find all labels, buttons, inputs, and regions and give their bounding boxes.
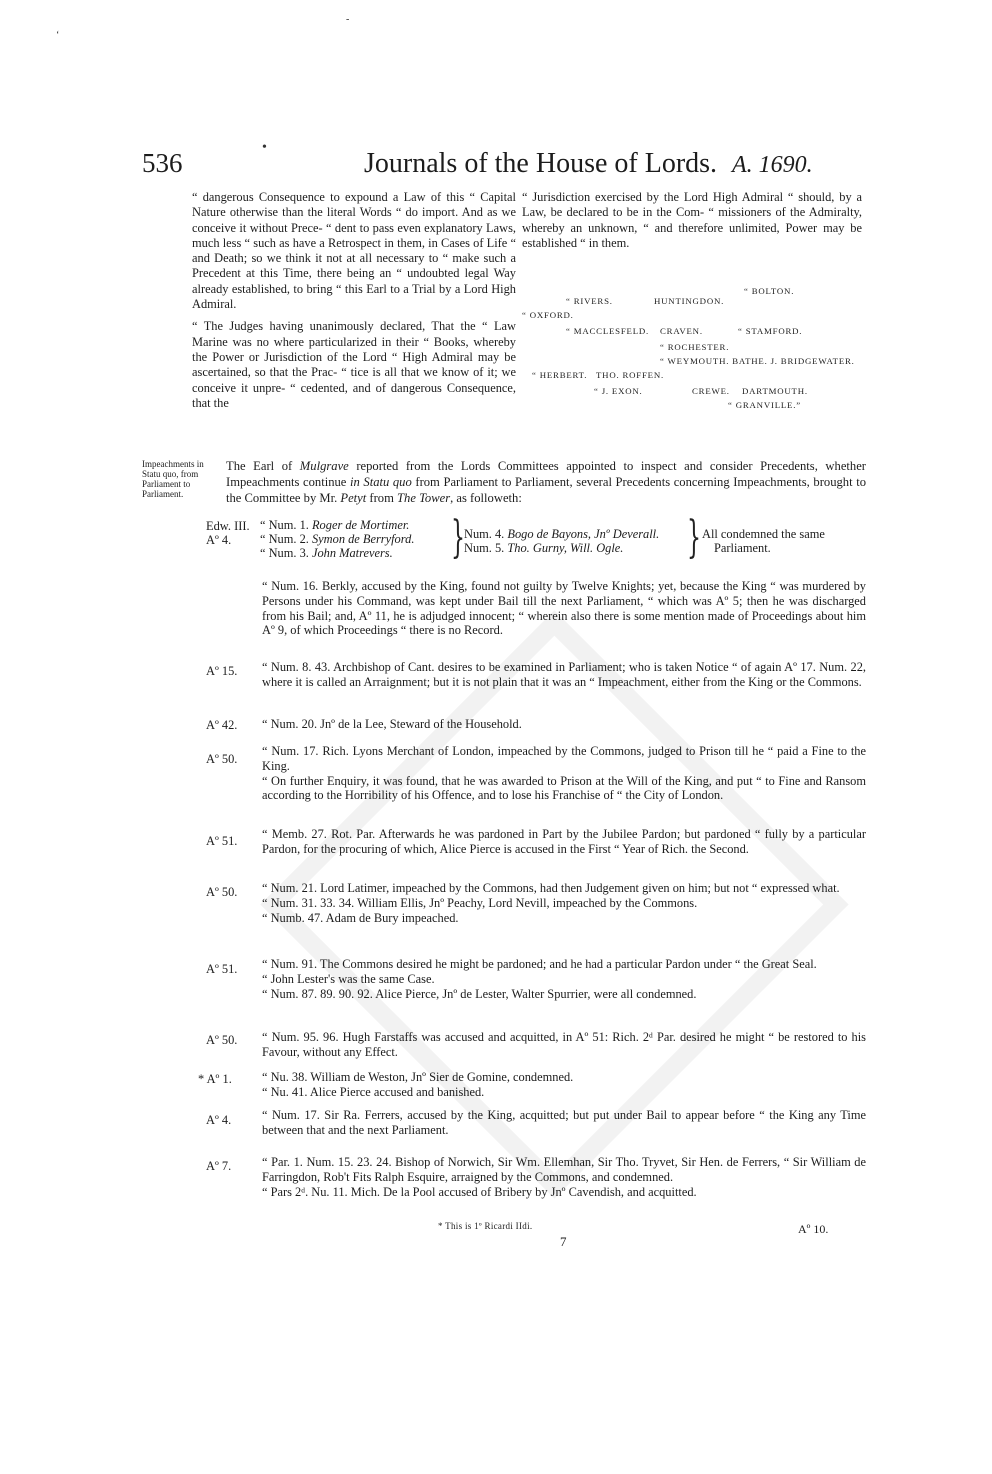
reign-label xyxy=(206,519,250,547)
precedent-name: Tho. Gurny, Will. Ogle. xyxy=(507,541,624,555)
signer: “ RIVERS. xyxy=(566,296,613,306)
precedent-entry xyxy=(262,957,866,1001)
intro-text: , as followeth: xyxy=(450,491,522,505)
precedent-name: Roger de Mortimer. xyxy=(311,518,410,532)
entry-text: “ John Lester's was the same Case. xyxy=(262,971,435,986)
intro-text: from xyxy=(366,491,398,505)
margin-mark: ‘ xyxy=(56,30,60,41)
signer: HUNTINGDON. xyxy=(654,296,725,306)
precedent-number: “ Num. 3. xyxy=(260,545,309,560)
outcome-line: Parliament. xyxy=(714,541,771,555)
intro-text: from Parliament to Parliament, several Precedents concerning Impeachments, brought to the Committee by Mr. xyxy=(226,475,866,505)
journal-title: Journals of the House of Lords. xyxy=(364,148,718,179)
signer: “ J. EXON. xyxy=(594,386,643,396)
paragraph: “ dangerous Consequence to expound a Law of this “ Capital Nature otherwise than the literal Words “ do import. And as we conceive it without Prece- “ dent to pass even explanatory Laws, much less “ such as have a Retrospect in them, in Cases of Life “ and Death; so we think it not at all necessary to “ make such a Precedent at this Time, there being an “ undoubted legal Way already established, to bring “ this Earl to a Trial by a Lord High Admiral. xyxy=(192,190,516,312)
page-header xyxy=(142,148,862,188)
precedent-name: Symon de Berryford. xyxy=(311,531,415,546)
intro-text: reported from the Lords Committees appointed to inspect and consider Precedents, whether Impeachments continue xyxy=(226,459,866,489)
signer: “ WEYMOUTH. BATHE. J. BRIDGEWATER. xyxy=(660,356,855,366)
entry-year: * Aº 1. xyxy=(198,1072,232,1086)
signer: “ HERBERT. xyxy=(532,370,588,380)
intro-text: The Earl of xyxy=(226,459,300,473)
precedent-entry xyxy=(262,744,866,803)
entry-year: Aº 4. xyxy=(206,1113,232,1127)
precedent-entry xyxy=(262,579,866,638)
precedent-entry xyxy=(262,881,866,925)
entry-text: “ Num. 31. 33. 34. William Ellis, Jnº Peachy, Lord Nevill, impeached by the Commons. xyxy=(262,895,698,910)
entry-year: Aº 51. xyxy=(206,962,238,976)
precedent-number: Num. 4. xyxy=(464,527,505,541)
paragraph: “ The Judges having unanimously declared, That the “ Law Marine was no where particularized in their “ Books, whereby the Power or Jurisdiction of the Lord “ High Admiral may be ascertained, so that the Prac- “ tice is all that we know of it; we conceive it unpre- “ cedented, and of dangerous Consequence, that the xyxy=(192,319,516,410)
entry-text: “ Num. 16. Berkly, accused by the King, found not guilty by Twelve Knights; yet, because the King “ was murdered by Persons under his Command, was kept under Bail till the next Parliament, “ which was Aº 5; then he was discharged from his Bail; and, Aº 11, he is adjudged innocent; “ wherein also there is some mention made of Proceedings about him Aº 9, of which Proceedings “ there is no Record. xyxy=(262,579,866,638)
outcome-line: All condemned the same xyxy=(702,527,825,541)
page-number: 536 xyxy=(142,148,183,178)
entry-year: Aº 42. xyxy=(206,718,238,732)
entry-text: “ Nu. 38. William de Weston, Jnº Sier de Gomine, condemned. xyxy=(262,1070,574,1084)
signatories xyxy=(522,282,872,412)
intro-name: The Tower xyxy=(397,491,451,505)
precedent-entry xyxy=(262,827,866,857)
margin-mark: - xyxy=(346,14,350,25)
signer: “ GRANVILLE.” xyxy=(728,400,801,410)
entry-text: “ Pars 2ᵈ. Nu. 11. Mich. De la Pool accused of Bribery by Jnº Cavendish, and acquitted. xyxy=(262,1184,697,1199)
precedent-entry xyxy=(262,717,866,732)
signer: CREWE. xyxy=(692,386,730,396)
precedent-name: John Matrevers. xyxy=(311,545,393,560)
entry-year: Aº 50. xyxy=(206,752,238,766)
brace: } xyxy=(687,512,701,563)
precedent-name: Bogo de Bayons, Jnº Deverall. xyxy=(507,527,660,541)
footnote: * This is 1º Ricardi IIdi. xyxy=(438,1221,533,1231)
precedent-number: Num. 5. xyxy=(464,541,505,555)
signer: “ OXFORD. xyxy=(522,310,574,320)
entry-text: “ Num. 17. Rich. Lyons Merchant of London, impeached by the Commons, judged to Prison till he “ paid a Fine to the King. xyxy=(262,744,866,773)
entry-text: “ Num. 91. The Commons desired he might be pardoned; and he had a particular Pardon under “ the Great Seal. xyxy=(262,957,817,971)
journal-year: A. 1690. xyxy=(732,152,813,178)
catchword: Aº 10. xyxy=(798,1222,829,1236)
entry-text: “ Par. 1. Num. 15. 23. 24. Bishop of Norwich, Sir Wm. Ellemhan, Sir Tho. Tryvet, Sir Hen. de Ferrers, “ Sir William de Farringdon, Rob't Fits Ralph Esquire, arraigned by the Commons, and condemned. xyxy=(262,1155,866,1184)
signer: CRAVEN. xyxy=(660,326,703,336)
entry-text: “ Num. 87. 89. 90. 92. Alice Pierce, Jnº de Lester, Walter Spurrier, were all condemned. xyxy=(262,986,697,1001)
precedent-entry xyxy=(262,660,866,690)
reign: Edw. III. xyxy=(206,519,250,533)
entry-text: “ Num. 8. 43. Archbishop of Cant. desires to be examined in Parliament; who is taken Notice “ of again Aº 17. Num. 22, where it is called an Arraignment; but it is not plain that it was an “ Impeachment, either from the King or the Commons. xyxy=(262,660,866,689)
entry-text: “ Num. 21. Lord Latimer, impeached by the Commons, had then Judgement given on him; but not “ expressed what. xyxy=(262,881,840,895)
entry-text: “ Memb. 27. Rot. Par. Afterwards he was pardoned in Part by the Jubilee Pardon; but pardoned “ fully by a particular Pardon, for the procuring of which, Alice Pierce is accused in the First “ Year of Rich. the Second. xyxy=(262,827,866,856)
paragraph: “ Jurisdiction exercised by the Lord High Admiral “ should, by a Law, be declared to be in the Com- “ missioners of the Admiralty, whereby an unknown, “ and therefore unlimited, Power may be established “ in them. xyxy=(522,190,862,250)
margin-note: Impeachments in Statu quo, from Parliament to Parliament. xyxy=(142,459,204,499)
entry-text: “ Num. 20. Jnº de la Lee, Steward of the Household. xyxy=(262,717,522,731)
precedent-group-2 xyxy=(464,527,659,555)
margin-mark: • xyxy=(262,140,267,155)
entry-text: “ Num. 95. 96. Hugh Farstaffs was accused and acquitted, in Aº 51: Rich. 2ᵈ Par. desired he might “ be restored to his Favour, without any Effect. xyxy=(262,1030,866,1059)
outcome xyxy=(702,527,825,555)
entry-year: Aº 50. xyxy=(206,885,238,899)
signer: “ MACCLESFELD. xyxy=(566,326,650,336)
precedent-entry xyxy=(262,1155,866,1199)
top-left-column xyxy=(192,190,516,418)
entry-year: Aº 15. xyxy=(206,664,238,678)
precedent-entry xyxy=(262,1030,866,1060)
entry-year: Aº 51. xyxy=(206,834,238,848)
signer: “ STAMFORD. xyxy=(738,326,803,336)
report-intro xyxy=(226,458,866,506)
precedent-number: “ Num. 1. xyxy=(260,518,309,532)
entry-text: “ Numb. 47. Adam de Bury impeached. xyxy=(262,910,459,925)
precedent-group-1 xyxy=(260,519,414,560)
signer: “ ROCHESTER. xyxy=(660,342,730,352)
intro-name: Petyt xyxy=(340,491,367,505)
entry-year: Aº 7. xyxy=(206,1159,232,1173)
intro-latin: in Statu quo xyxy=(350,475,412,489)
precedent-entry xyxy=(262,1070,866,1100)
intro-name: Mulgrave xyxy=(299,459,349,473)
entry-text: “ Nu. 41. Alice Pierce accused and banished. xyxy=(262,1084,485,1099)
signer: “ BOLTON. xyxy=(744,286,795,296)
entry-text: “ On further Enquiry, it was found, that he was awarded to Prison at the Will of the King, and put “ to Fine and Ransom according to the Horribility of his Offence, and to lose his Franchise of “ the City of London. xyxy=(262,773,866,803)
entry-year: Aº 50. xyxy=(206,1033,238,1047)
signer: THO. ROFFEN. xyxy=(596,370,665,380)
brace: } xyxy=(451,512,465,563)
regnal-year: Aº 4. xyxy=(206,533,232,547)
entry-text: “ Num. 17. Sir Ra. Ferrers, accused by the King, acquitted; but put under Bail to appear before “ the King any Time between that and the next Parliament. xyxy=(262,1108,866,1137)
signer: DARTMOUTH. xyxy=(742,386,808,396)
top-right-column xyxy=(522,190,862,251)
precedent-number: “ Num. 2. xyxy=(260,531,309,546)
precedent-entry xyxy=(262,1108,866,1138)
signature-mark: 7 xyxy=(560,1234,567,1249)
